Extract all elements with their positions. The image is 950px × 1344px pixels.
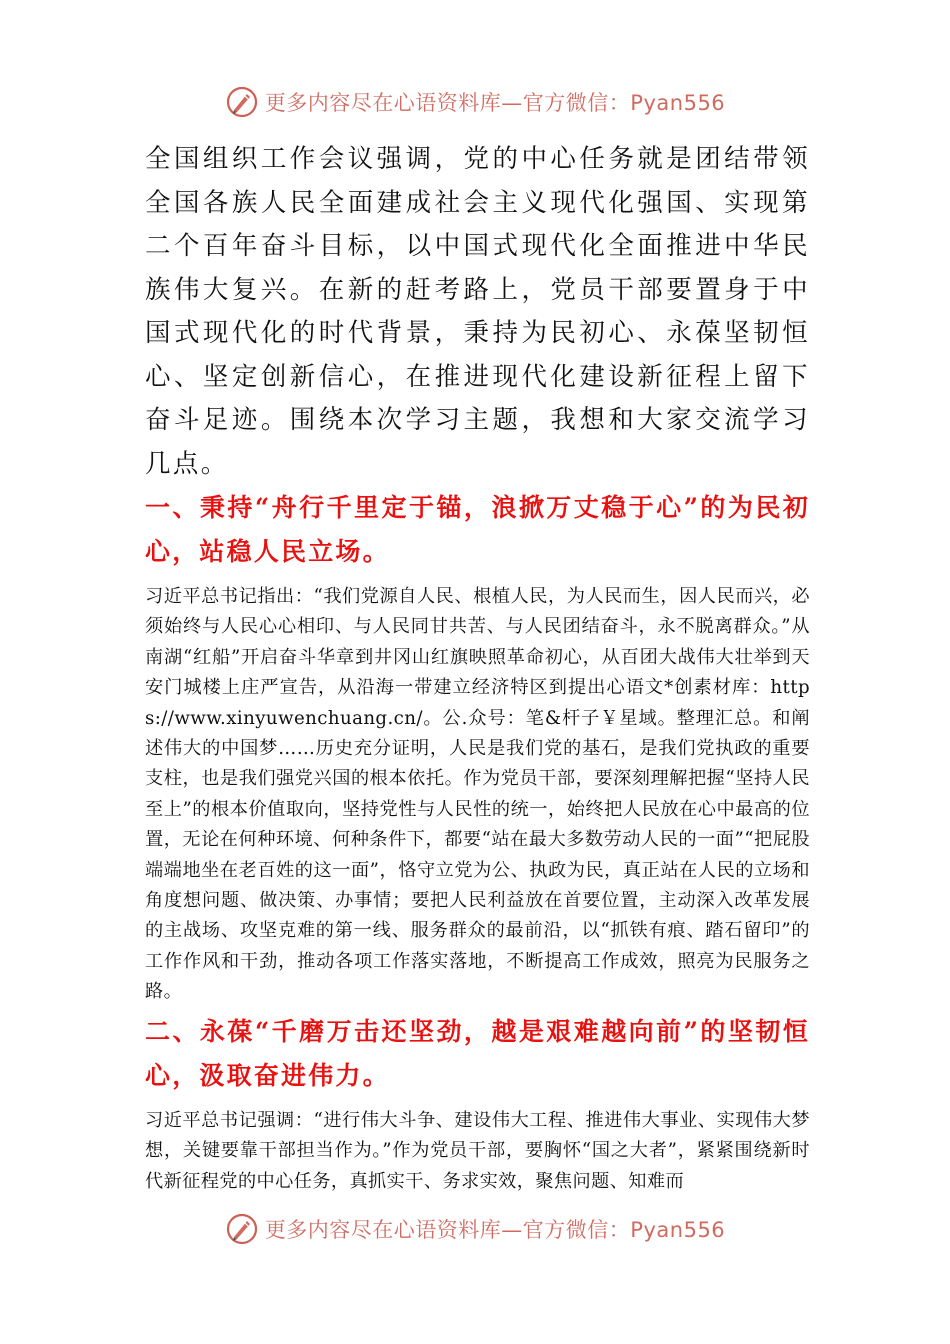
pen-logo-icon (225, 85, 259, 119)
section-heading-1: 一、秉持“舟行千里定于锚，浪掀万丈稳于心”的为民初心，站稳人民立场。 (145, 493, 810, 566)
section-body-1: 习近平总书记指出：“我们党源自人民、根植人民，为人民而生，因人民而兴，必须始终与人民心心相印、与人民同甘共苦、与人民团结奋斗，永不脱离群众。”从南湖“红船”开启奋斗华章到井冈山红旗映照革命初心，从百团大战伟大壮举到天安门城楼上庄严宣告，从沿海一带建立经济特区到提出心语文*创素材库：https://www.xinyuwenchuang.cn/。公.众号：笔&杆子￥星域。整理汇总。和阐述伟大的中国梦……历史充分证明，人民是我们党的基石，是我们党执政的重要支柱，也是我们强党兴国的根本依托。作为党员干部，要深刻理解把握“坚持人民至上”的根本价值取向，坚持党性与人民性的统一，始终把人民放在心中最高的位置，无论在何种环境、何种条件下，都要“站在最大多数劳动人民的一面”“把屁股端端地坐在老百姓的这一面”，恪守立党为公、执政为民，真正站在人民的立场和角度想问题、做决策、办事情；要把人民利益放在首要位置，主动深入改革发展的主战场、攻坚克难的第一线、服务群众的最前沿，以“抓铁有痕、踏石留印”的工作作风和干劲，推动各项工作落实落地，不断提高工作成效，照亮为民服务之路。 (145, 586, 810, 1003)
footer-watermark-banner (0, 1209, 950, 1249)
document-body (145, 138, 810, 1197)
section-body-2: 习近平总书记强调：“进行伟大斗争、建设伟大工程、推进伟大事业、实现伟大梦想，关键要靠干部担当作为。”作为党员干部，要胸怀“国之大者”，紧紧围绕新时代新征程党的中心任务，真抓实干、务求实效，聚焦问题、知难而 (145, 1109, 810, 1192)
footer-watermark-text: 更多内容尽在心语资料库—官方微信：Pyan556 (264, 1218, 726, 1242)
pen-logo-icon (225, 1212, 259, 1246)
intro-paragraph: 全国组织工作会议强调，党的中心任务就是团结带领全国各族人民全面建成社会主义现代化强国、实现第二个百年奋斗目标，以中国式现代化全面推进中华民族伟大复兴。在新的赶考路上，党员干部要置身于中国式现代化的时代背景，秉持为民初心、永葆坚韧恒心、坚定创新信心，在推进现代化建设新征程上留下奋斗足迹。围绕本次学习主题，我想和大家交流学习几点。 (145, 144, 810, 479)
header-watermark-banner (0, 82, 950, 122)
section-heading-2: 二、永葆“千磨万击还坚劲，越是艰难越向前”的坚韧恒心，汲取奋进伟力。 (145, 1016, 810, 1090)
header-watermark-text: 更多内容尽在心语资料库—官方微信：Pyan556 (264, 91, 726, 115)
